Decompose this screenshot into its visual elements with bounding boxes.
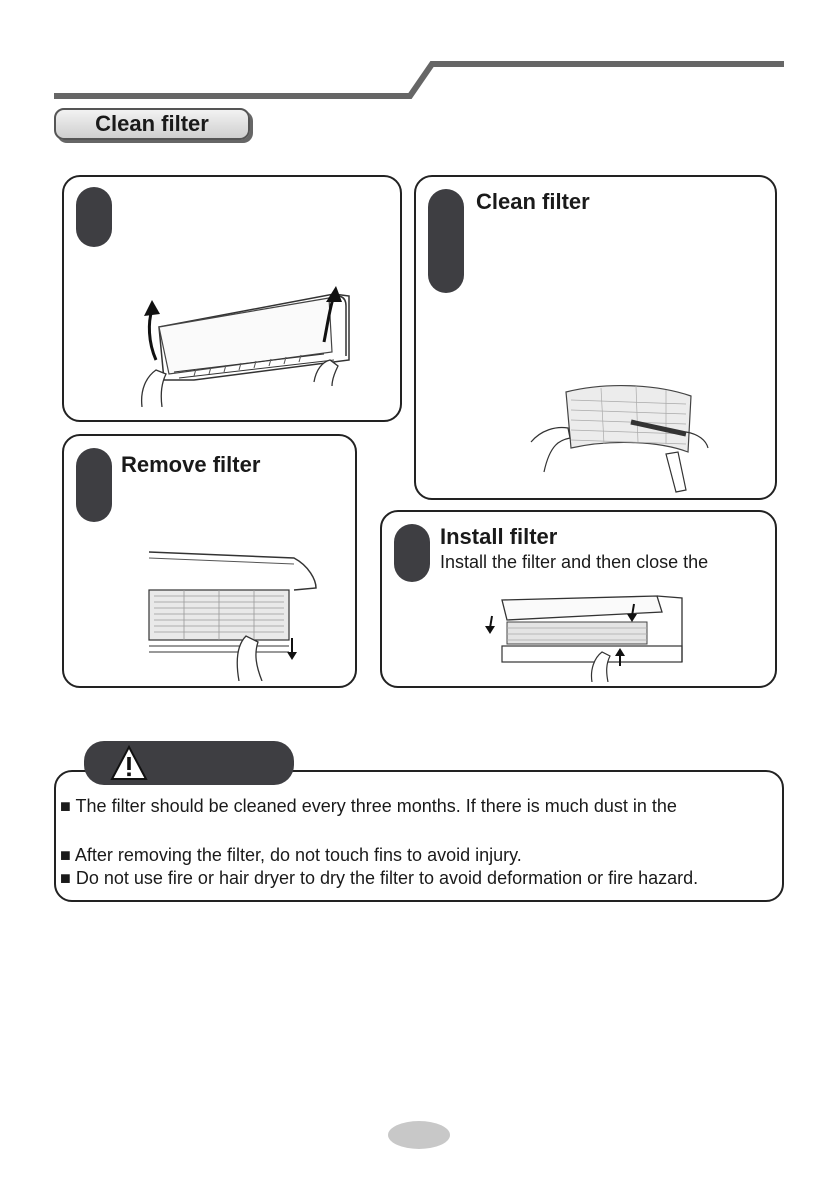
warning-icon — [110, 745, 148, 781]
clean-filter-illustration — [526, 382, 716, 497]
section-title: Clean filter — [54, 108, 250, 140]
step-4-title: Install filter — [440, 524, 558, 549]
step-4-text: Install the filter and then close the — [440, 552, 709, 572]
step-2-title: Remove filter — [121, 452, 261, 477]
notice-tab — [84, 741, 294, 785]
step-3-title: Clean filter — [476, 189, 590, 214]
step-3-panel — [414, 175, 777, 500]
remove-filter-illustration — [144, 546, 334, 681]
install-filter-illustration — [482, 594, 692, 682]
open-front-panel-illustration — [134, 282, 364, 407]
step-1-badge — [76, 187, 112, 247]
step-4-badge — [394, 524, 430, 582]
step-1-panel — [62, 175, 402, 422]
notice-line-2: ■ After removing the filter, do not touch fins to avoid injury. — [60, 845, 522, 865]
notice-line-1: ■ The filter should be cleaned every three months. If there is much dust in the — [60, 796, 677, 816]
page-number-oval — [388, 1121, 450, 1149]
step-3-badge — [428, 189, 464, 293]
header-rule — [0, 0, 839, 110]
step-2-panel — [62, 434, 357, 688]
step-4-panel — [380, 510, 777, 688]
step-2-badge — [76, 448, 112, 522]
notice-line-3: ■ Do not use fire or hair dryer to dry the filter to avoid deformation or fire hazard. — [60, 868, 699, 888]
